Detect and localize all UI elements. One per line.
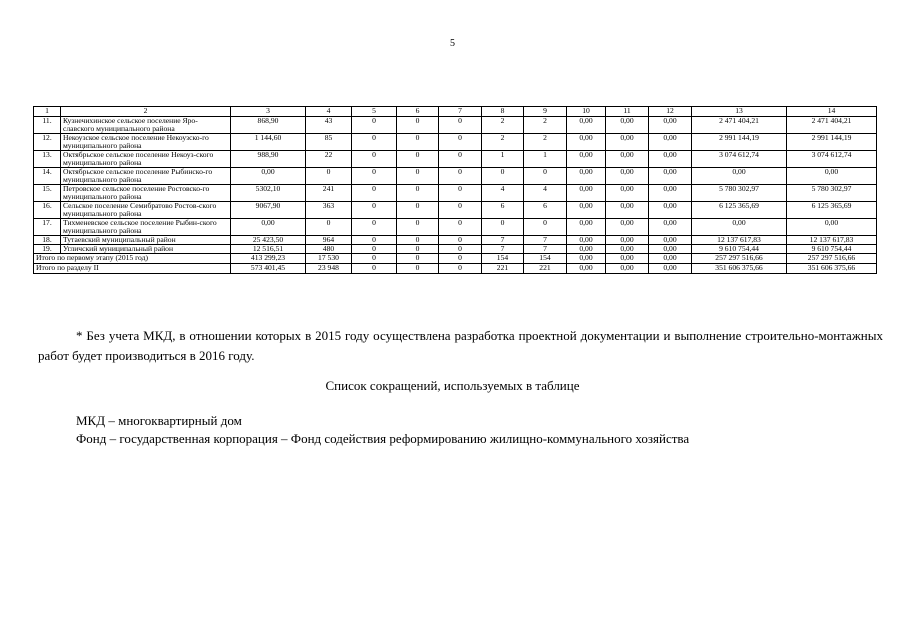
value-cell: 7 xyxy=(524,236,567,245)
value-cell: 868,90 xyxy=(231,117,306,134)
housing-program-table xyxy=(33,106,877,274)
value-cell: 154 xyxy=(482,254,524,264)
page-number: 5 xyxy=(450,38,455,49)
value-cell: 0 xyxy=(439,219,482,236)
value-cell: 0,00 xyxy=(567,117,606,134)
value-cell: 241 xyxy=(306,185,352,202)
value-cell: 9 610 754,44 xyxy=(692,245,787,254)
municipality-name: Тихменевское сельское поселение Рыбин-ского муниципального района xyxy=(61,219,231,236)
value-cell: 0 xyxy=(397,117,439,134)
value-cell: 0,00 xyxy=(567,202,606,219)
total-label: Итого по первому этапу (2015 год) xyxy=(34,254,231,264)
municipality-name: Некоузское сельское поселение Некоузско-го муниципального района xyxy=(61,134,231,151)
value-cell: 0 xyxy=(524,168,567,185)
value-cell: 0 xyxy=(397,185,439,202)
value-cell: 0 xyxy=(352,185,397,202)
value-cell: 0 xyxy=(397,168,439,185)
column-header: 12 xyxy=(649,107,692,117)
value-cell: 0 xyxy=(352,134,397,151)
value-cell: 12 516,51 xyxy=(231,245,306,254)
value-cell: 0,00 xyxy=(567,185,606,202)
municipality-name: Октябрьское сельское поселение Рыбинско-го муниципального района xyxy=(61,168,231,185)
value-cell: 0,00 xyxy=(649,117,692,134)
municipality-name: Октябрьское сельское поселение Некоуз-ского муниципального района xyxy=(61,151,231,168)
row-number: 19. xyxy=(34,245,61,254)
value-cell: 6 125 365,69 xyxy=(787,202,877,219)
value-cell: 0 xyxy=(397,254,439,264)
value-cell: 85 xyxy=(306,134,352,151)
value-cell: 2 471 404,21 xyxy=(787,117,877,134)
value-cell: 0 xyxy=(439,254,482,264)
value-cell: 0,00 xyxy=(692,168,787,185)
value-cell: 0,00 xyxy=(606,151,649,168)
column-header: 4 xyxy=(306,107,352,117)
value-cell: 413 299,23 xyxy=(231,254,306,264)
value-cell: 12 137 617,83 xyxy=(787,236,877,245)
value-cell: 0 xyxy=(306,168,352,185)
value-cell: 0,00 xyxy=(649,185,692,202)
value-cell: 0,00 xyxy=(692,219,787,236)
row-number: 14. xyxy=(34,168,61,185)
value-cell: 0,00 xyxy=(567,134,606,151)
value-cell: 0 xyxy=(439,151,482,168)
abbreviation-fond: Фонд – государственная корпорация – Фонд содействия реформированию жилищно-коммунального хозяйства xyxy=(76,431,690,446)
value-cell: 2 991 144,19 xyxy=(692,134,787,151)
value-cell: 0,00 xyxy=(649,202,692,219)
value-cell: 4 xyxy=(482,185,524,202)
value-cell: 221 xyxy=(524,264,567,274)
value-cell: 0 xyxy=(439,245,482,254)
value-cell: 6 xyxy=(524,202,567,219)
value-cell: 0,00 xyxy=(606,202,649,219)
value-cell: 351 606 375,66 xyxy=(692,264,787,274)
value-cell: 2 xyxy=(482,134,524,151)
table-row xyxy=(34,245,877,254)
value-cell: 988,90 xyxy=(231,151,306,168)
value-cell: 0 xyxy=(482,168,524,185)
value-cell: 0,00 xyxy=(231,168,306,185)
value-cell: 0,00 xyxy=(649,134,692,151)
value-cell: 5302,10 xyxy=(231,185,306,202)
value-cell: 0 xyxy=(352,254,397,264)
value-cell: 221 xyxy=(482,264,524,274)
value-cell: 7 xyxy=(524,245,567,254)
value-cell: 0,00 xyxy=(649,236,692,245)
value-cell: 0 xyxy=(439,202,482,219)
value-cell: 5 780 302,97 xyxy=(692,185,787,202)
value-cell: 0 xyxy=(439,185,482,202)
municipality-name: Кузнечихинское сельское поселение Яро-славского муниципального района xyxy=(61,117,231,134)
value-cell: 0,00 xyxy=(567,219,606,236)
value-cell: 0 xyxy=(352,245,397,254)
value-cell: 0,00 xyxy=(606,254,649,264)
value-cell: 4 xyxy=(524,185,567,202)
value-cell: 2 xyxy=(524,134,567,151)
value-cell: 0,00 xyxy=(649,245,692,254)
row-number: 17. xyxy=(34,219,61,236)
value-cell: 12 137 617,83 xyxy=(692,236,787,245)
column-header: 13 xyxy=(692,107,787,117)
value-cell: 0 xyxy=(439,236,482,245)
municipality-name: Петровское сельское поселение Ростовско-го муниципального района xyxy=(61,185,231,202)
row-number: 18. xyxy=(34,236,61,245)
table-row xyxy=(34,134,877,151)
value-cell: 0 xyxy=(397,151,439,168)
value-cell: 0 xyxy=(439,264,482,274)
footnote: * Без учета МКД, в отношении которых в 2015 году осуществлена разработка проектной документации и выполнение строительно-монтажных работ будет производиться в 2016 году. xyxy=(38,328,883,363)
value-cell: 0,00 xyxy=(567,151,606,168)
value-cell: 25 423,50 xyxy=(231,236,306,245)
value-cell: 43 xyxy=(306,117,352,134)
table-header-row xyxy=(34,107,877,117)
value-cell: 0,00 xyxy=(606,134,649,151)
table-row xyxy=(34,202,877,219)
abbreviations-heading: Список сокращений, используемых в таблице xyxy=(325,378,580,393)
table-row xyxy=(34,168,877,185)
value-cell: 964 xyxy=(306,236,352,245)
value-cell: 0 xyxy=(397,264,439,274)
value-cell: 1 xyxy=(482,151,524,168)
total-label: Итого по разделу II xyxy=(34,264,231,274)
value-cell: 2 xyxy=(482,117,524,134)
value-cell: 0,00 xyxy=(606,236,649,245)
value-cell: 0,00 xyxy=(567,236,606,245)
row-number: 16. xyxy=(34,202,61,219)
value-cell: 0 xyxy=(397,245,439,254)
value-cell: 9067,90 xyxy=(231,202,306,219)
value-cell: 0,00 xyxy=(567,254,606,264)
column-header: 6 xyxy=(397,107,439,117)
value-cell: 0 xyxy=(352,151,397,168)
value-cell: 0 xyxy=(306,219,352,236)
value-cell: 0 xyxy=(352,264,397,274)
value-cell: 0 xyxy=(439,117,482,134)
value-cell: 7 xyxy=(482,236,524,245)
total-row xyxy=(34,264,877,274)
value-cell: 257 297 516,66 xyxy=(787,254,877,264)
value-cell: 0,00 xyxy=(231,219,306,236)
value-cell: 9 610 754,44 xyxy=(787,245,877,254)
value-cell: 0,00 xyxy=(787,219,877,236)
table-row xyxy=(34,236,877,245)
value-cell: 6 125 365,69 xyxy=(692,202,787,219)
value-cell: 0 xyxy=(352,168,397,185)
municipality-name: Сельское поселение Семибратово Ростов-ского муниципального района xyxy=(61,202,231,219)
value-cell: 22 xyxy=(306,151,352,168)
row-number: 11. xyxy=(34,117,61,134)
total-row xyxy=(34,254,877,264)
value-cell: 0 xyxy=(397,134,439,151)
column-header: 2 xyxy=(61,107,231,117)
value-cell: 0 xyxy=(397,219,439,236)
value-cell: 3 074 612,74 xyxy=(692,151,787,168)
value-cell: 0,00 xyxy=(606,117,649,134)
value-cell: 0 xyxy=(352,117,397,134)
row-number: 15. xyxy=(34,185,61,202)
value-cell: 0,00 xyxy=(606,245,649,254)
column-header: 11 xyxy=(606,107,649,117)
value-cell: 0,00 xyxy=(649,168,692,185)
value-cell: 0 xyxy=(397,236,439,245)
column-header: 8 xyxy=(482,107,524,117)
column-header: 5 xyxy=(352,107,397,117)
value-cell: 363 xyxy=(306,202,352,219)
value-cell: 573 401,45 xyxy=(231,264,306,274)
value-cell: 0 xyxy=(352,219,397,236)
value-cell: 480 xyxy=(306,245,352,254)
value-cell: 0,00 xyxy=(649,219,692,236)
municipality-name: Тутаевский муниципальный район xyxy=(61,236,231,245)
value-cell: 2 xyxy=(524,117,567,134)
value-cell: 0 xyxy=(482,219,524,236)
value-cell: 0,00 xyxy=(787,168,877,185)
value-cell: 23 948 xyxy=(306,264,352,274)
value-cell: 0,00 xyxy=(567,168,606,185)
column-header: 9 xyxy=(524,107,567,117)
column-header: 10 xyxy=(567,107,606,117)
municipality-name: Угличский муниципальный район xyxy=(61,245,231,254)
value-cell: 0 xyxy=(524,219,567,236)
value-cell: 257 297 516,66 xyxy=(692,254,787,264)
column-header: 14 xyxy=(787,107,877,117)
value-cell: 3 074 612,74 xyxy=(787,151,877,168)
value-cell: 7 xyxy=(482,245,524,254)
value-cell: 0,00 xyxy=(649,264,692,274)
row-number: 12. xyxy=(34,134,61,151)
value-cell: 0 xyxy=(397,202,439,219)
value-cell: 0,00 xyxy=(649,254,692,264)
value-cell: 0 xyxy=(439,168,482,185)
value-cell: 6 xyxy=(482,202,524,219)
value-cell: 2 471 404,21 xyxy=(692,117,787,134)
value-cell: 0,00 xyxy=(606,219,649,236)
value-cell: 0,00 xyxy=(649,151,692,168)
value-cell: 0 xyxy=(352,236,397,245)
table-row xyxy=(34,185,877,202)
value-cell: 0 xyxy=(352,202,397,219)
column-header: 1 xyxy=(34,107,61,117)
value-cell: 0,00 xyxy=(567,245,606,254)
value-cell: 5 780 302,97 xyxy=(787,185,877,202)
value-cell: 1 144,60 xyxy=(231,134,306,151)
value-cell: 1 xyxy=(524,151,567,168)
table-row xyxy=(34,151,877,168)
value-cell: 154 xyxy=(524,254,567,264)
row-number: 13. xyxy=(34,151,61,168)
value-cell: 351 606 375,66 xyxy=(787,264,877,274)
table-row xyxy=(34,117,877,134)
value-cell: 0 xyxy=(439,134,482,151)
value-cell: 0,00 xyxy=(567,264,606,274)
column-header: 3 xyxy=(231,107,306,117)
value-cell: 0,00 xyxy=(606,264,649,274)
value-cell: 2 991 144,19 xyxy=(787,134,877,151)
table-row xyxy=(34,219,877,236)
column-header: 7 xyxy=(439,107,482,117)
abbreviation-mkd: МКД – многоквартирный дом xyxy=(76,413,242,428)
value-cell: 0,00 xyxy=(606,168,649,185)
value-cell: 0,00 xyxy=(606,185,649,202)
value-cell: 17 530 xyxy=(306,254,352,264)
